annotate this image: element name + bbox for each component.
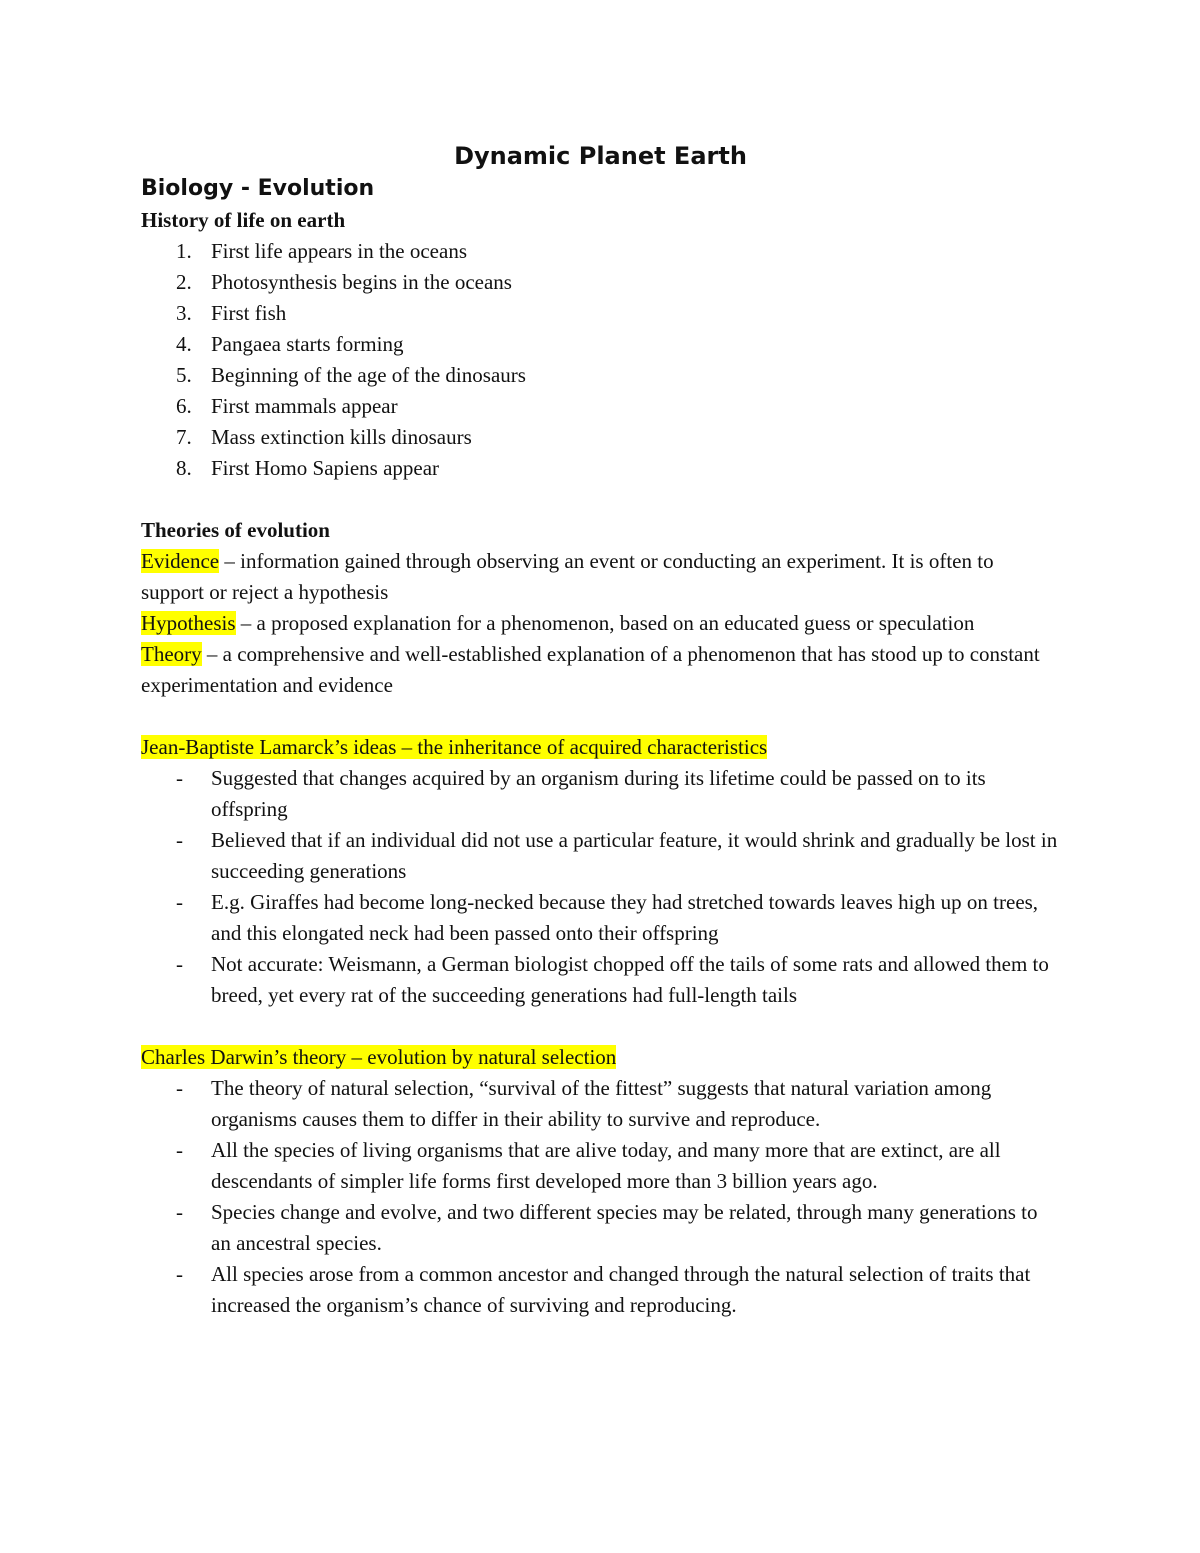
list-item-text: Believed that if an individual did not use a particular feature, it would shrink and gradually be lost in succeeding generations (211, 828, 1058, 883)
list-item-text: Species change and evolve, and two different species may be related, through many generations to an ancestral species. (211, 1200, 1038, 1255)
blank-line (141, 1011, 1060, 1042)
list-item-text: Suggested that changes acquired by an organism during its lifetime could be passed on to its offspring (211, 766, 986, 821)
dash-bullet: - (176, 890, 183, 914)
list-item (141, 360, 1060, 391)
dash-bullet: - (176, 828, 183, 852)
list-item-text: E.g. Giraffes had become long-necked because they had stretched towards leaves high up on trees, and this elongated neck had been passed onto their offspring (211, 890, 1039, 945)
dash-bullet: - (176, 1138, 183, 1162)
list-number: 3. (176, 301, 192, 325)
list-item-text: Beginning of the age of the dinosaurs (211, 363, 526, 387)
list-item (141, 825, 1060, 887)
document-title: Dynamic Planet Earth (454, 142, 747, 170)
list-item (141, 949, 1060, 1011)
list-item (141, 1259, 1060, 1321)
definition-theory (141, 639, 1060, 701)
list-item-text: First mammals appear (211, 394, 398, 418)
list-item-text: Mass extinction kills dinosaurs (211, 425, 472, 449)
list-item-text: All species arose from a common ancestor and changed through the natural selection of traits that increased the organism’s chance of surviving and reproducing. (211, 1262, 1031, 1317)
list-item (141, 298, 1060, 329)
list-item (141, 267, 1060, 298)
list-item (141, 1073, 1060, 1135)
list-item (141, 1135, 1060, 1197)
definition-text: – a proposed explanation for a phenomenon, based on an educated guess or speculation (235, 611, 975, 635)
dash-bullet: - (176, 952, 183, 976)
darwin-heading (141, 1042, 1060, 1073)
list-number: 5. (176, 363, 192, 387)
list-number: 8. (176, 456, 192, 480)
history-list (141, 236, 1060, 484)
theories-heading: Theories of evolution (141, 518, 330, 542)
list-item (141, 1197, 1060, 1259)
blank-line (141, 701, 1060, 732)
list-number: 2. (176, 270, 192, 294)
list-item-text: The theory of natural selection, “survival of the fittest” suggests that natural variation among organisms causes them to differ in their ability to survive and reproduce. (211, 1076, 992, 1131)
list-number: 4. (176, 332, 192, 356)
list-item-text: Not accurate: Weismann, a German biologist chopped off the tails of some rats and allowed them to breed, yet every rat of the succeeding generations had full-length tails (211, 952, 1049, 1007)
dash-bullet: - (176, 1076, 183, 1100)
list-item (141, 453, 1060, 484)
dash-bullet: - (176, 766, 183, 790)
term-highlight: Hypothesis (141, 611, 236, 635)
term-highlight: Evidence (141, 549, 220, 573)
lamarck-heading (141, 732, 1060, 763)
blank-line (141, 484, 1060, 515)
list-item (141, 887, 1060, 949)
history-heading: History of life on earth (141, 208, 346, 232)
list-item-text: All the species of living organisms that are alive today, and many more that are extinct, are all descendants of simpler life forms first developed more than 3 billion years ago. (211, 1138, 1001, 1193)
list-item-text: First life appears in the oceans (211, 239, 467, 263)
darwin-heading-text: Charles Darwin’s theory – evolution by natural selection (141, 1045, 617, 1069)
definition-evidence (141, 546, 1060, 608)
list-item (141, 236, 1060, 267)
darwin-points (141, 1073, 1060, 1321)
lamarck-heading-text: Jean-Baptiste Lamarck’s ideas – the inheritance of acquired characteristics (141, 735, 768, 759)
dash-bullet: - (176, 1262, 183, 1286)
list-item (141, 329, 1060, 360)
term-highlight: Theory (141, 642, 202, 666)
list-item-text: First fish (211, 301, 287, 325)
list-item (141, 422, 1060, 453)
definition-text: – a comprehensive and well-established explanation of a phenomenon that has stood up to constant experimentation and evidence (141, 642, 1040, 697)
definition-hypothesis (141, 608, 1060, 639)
list-item-text: Pangaea starts forming (211, 332, 404, 356)
lamarck-points (141, 763, 1060, 1011)
list-number: 7. (176, 425, 192, 449)
section-heading: Biology - Evolution (141, 176, 375, 201)
list-number: 1. (176, 239, 192, 263)
list-item (141, 763, 1060, 825)
definition-text: – information gained through observing an event or conducting an experiment. It is often to support or reject a hypothesis (141, 549, 994, 604)
dash-bullet: - (176, 1200, 183, 1224)
list-number: 6. (176, 394, 192, 418)
list-item-text: Photosynthesis begins in the oceans (211, 270, 512, 294)
list-item-text: First Homo Sapiens appear (211, 456, 440, 480)
list-item (141, 391, 1060, 422)
